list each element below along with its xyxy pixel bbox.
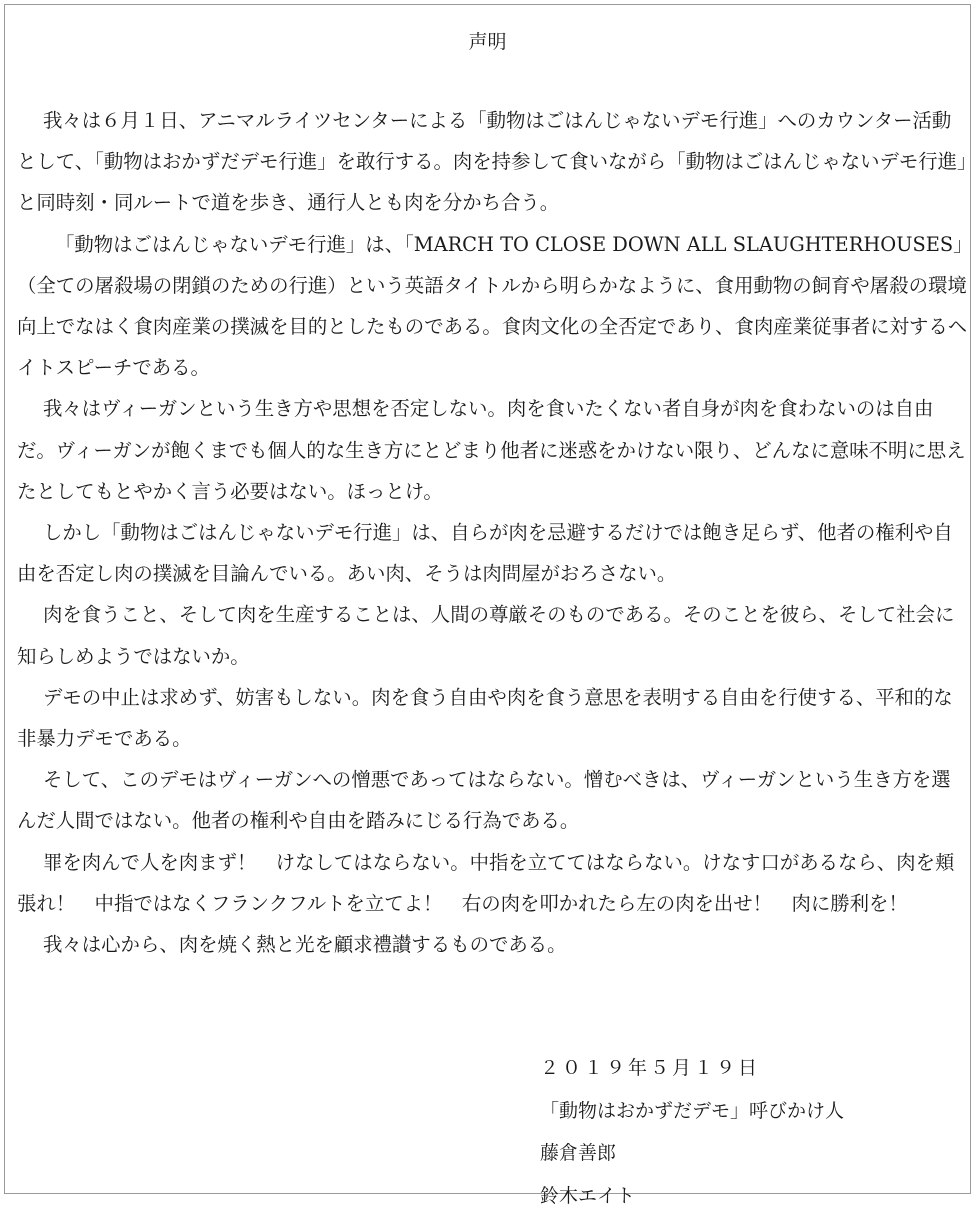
paragraph-3: 我々はヴィーガンという生き方や思想を否定しない。肉を食いたくない者自身が肉を食わないのは自由だ。ヴィーガンが飽くまでも個人的な生き方にとどまり他者に迷惑をかけない限り、どんなに意味不明に思えたとしてもとやかく言う必要はない。ほっとけ。 (17, 388, 969, 512)
paragraph-7: そして、このデモはヴィーガンへの憎悪であってはならない。憎むべきは、ヴィーガンという生き方を選んだ人間ではない。他者の権利や自由を踏みにじる行為である。 (17, 759, 969, 841)
statement-document (4, 4, 971, 1194)
paragraph-4: しかし「動物はごはんじゃないデモ行進」は、自らが肉を忌避するだけでは飽き足らず、他者の権利や自由を否定し肉の撲滅を目論んでいる。あい肉、そうは肉問屋がおろさない。 (17, 512, 969, 594)
paragraph-2: 「動物はごはんじゃないデモ行進」は、「MARCH TO CLOSE DOWN ALL SLAUGHTERHOUSES」（全ての屠殺場の閉鎖のための行進）という英語タイトルから明らかなように、食用動物の飼育や屠殺の環境向上でなはく食肉産業の撲滅を目的としたものである。食肉文化の全否定であり、食肉産業従事者に対するヘイトスピーチである。 (17, 224, 969, 389)
paragraph-6: デモの中止は求めず、妨害もしない。肉を食う自由や肉を食う意思を表明する自由を行使する、平和的な非暴力デモである。 (17, 677, 969, 759)
signature-date: ２０１９年５月１９日 (540, 1047, 844, 1090)
paragraph-8: 罪を肉んで人を肉まず！ けなしてはならない。中指を立ててはならない。けなす口があるなら、肉を頬張れ！ 中指ではなくフランクフルトを立てよ！ 右の肉を叩かれたら左の肉を出せ！ 肉に勝利を！ (17, 842, 969, 924)
document-title: 声明 (5, 27, 970, 54)
document-body (17, 100, 969, 965)
signatory-name: 鈴木エイト (540, 1175, 844, 1217)
signature-organization: 「動物はおかずだデモ」呼びかけ人 (540, 1090, 844, 1133)
signature-block (540, 1047, 844, 1217)
paragraph-9: 我々は心から、肉を焼く熱と光を顧求禮讃するものである。 (17, 924, 969, 965)
paragraph-5: 肉を食うこと、そして肉を生産することは、人間の尊厳そのものである。そのことを彼ら、そして社会に知らしめようではないか。 (17, 594, 969, 676)
paragraph-1: 我々は６月１日、アニマルライツセンターによる「動物はごはんじゃないデモ行進」へのカウンター活動として、「動物はおかずだデモ行進」を敢行する。肉を持参して食いながら「動物はごはんじゃないデモ行進」と同時刻・同ルートで道を歩き、通行人とも肉を分かち合う。 (17, 100, 969, 224)
signatory-name: 藤倉善郎 (540, 1132, 844, 1175)
